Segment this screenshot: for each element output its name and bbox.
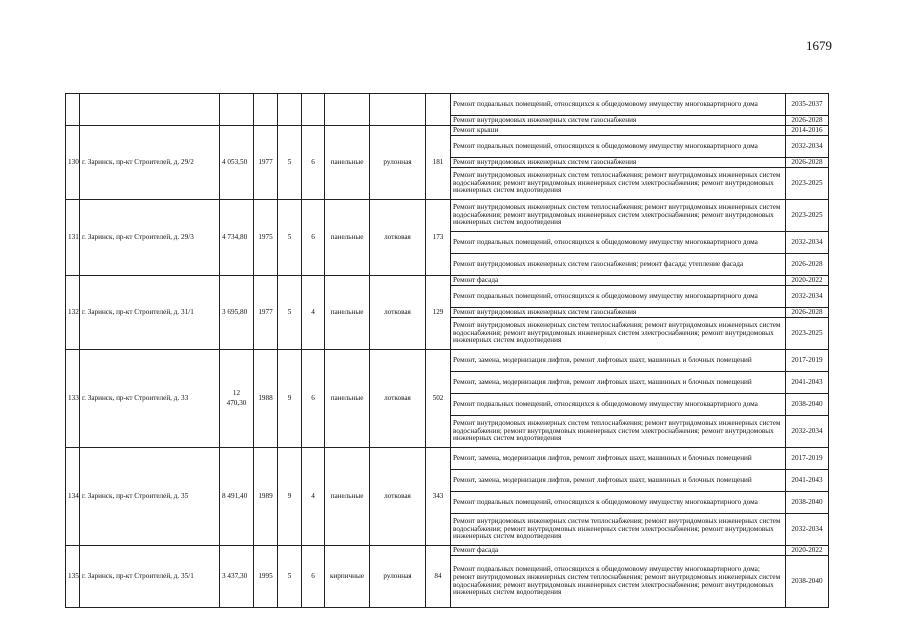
work-period: 2032-2034 <box>786 232 829 254</box>
building-wall-material: панельные <box>325 350 370 448</box>
work-description: Ремонт фасада <box>451 546 786 556</box>
building-number: 133 <box>66 350 80 448</box>
building-roof-type: лотковая <box>370 200 426 276</box>
building-area-line: 12 <box>232 389 241 398</box>
building-year: 1977 <box>254 126 278 200</box>
work-period: 2017-2019 <box>786 350 829 372</box>
building-number: 131 <box>66 200 80 276</box>
work-description: Ремонт внутридомовых инженерных систем газоснабжения <box>451 158 786 168</box>
building-wall-material: кирпичные <box>325 546 370 608</box>
work-description: Ремонт, замена, модернизация лифтов, ремонт лифтовых шахт, машинных и блочных помещений <box>451 448 786 470</box>
work-period: 2017-2019 <box>786 448 829 470</box>
building-entrances: 4 <box>302 276 325 350</box>
table-row <box>66 546 829 556</box>
work-description: Ремонт внутридомовых инженерных систем газоснабжения; ремонт фасада; утепление фасада <box>451 254 786 276</box>
building-floors: 5 <box>278 200 302 276</box>
building-residents: 84 <box>426 546 451 608</box>
work-period: 2014-2016 <box>786 126 829 136</box>
building-roof-type: лотковая <box>370 350 426 448</box>
cell-empty <box>426 94 451 126</box>
work-description: Ремонт подвальных помещений, относящихся к общедомовому имуществу многоквартирного дома <box>451 492 786 514</box>
building-entrances: 6 <box>302 200 325 276</box>
building-floors: 5 <box>278 546 302 608</box>
building-number: 135 <box>66 546 80 608</box>
building-address: г. Заринск, пр-кт Строителей, д. 35/1 <box>80 546 220 608</box>
work-description: Ремонт внутридомовых инженерных систем теплоснабжения; ремонт внутридомовых инженерных систем водоснабжения; ремонт внутридомовых инженерных систем электроснабжения; ремонт внутридомовых инженерных систем водоотведения <box>451 514 786 546</box>
work-period: 2032-2034 <box>786 514 829 546</box>
work-description: Ремонт подвальных помещений, относящихся к общедомовому имуществу многоквартирного дома; ремонт внутридомовых инженерных систем теплоснабжения; ремонт внутридомовых инженерных систем водоснабжения; ремонт внутридомовых инженерных систем электроснабжения; ремонт внутридомовых инженерных систем водоотведения <box>451 556 786 608</box>
work-period: 2041-2043 <box>786 470 829 492</box>
work-period: 2038-2040 <box>786 556 829 608</box>
building-roof-type: рулонная <box>370 546 426 608</box>
table-row <box>66 448 829 470</box>
building-area: 3 695,80 <box>220 276 254 350</box>
table-row <box>66 200 829 232</box>
building-address: г. Заринск, пр-кт Строителей, д. 29/3 <box>80 200 220 276</box>
work-period: 2026-2028 <box>786 254 829 276</box>
work-description: Ремонт, замена, модернизация лифтов, ремонт лифтовых шахт, машинных и блочных помещений <box>451 470 786 492</box>
cell-empty <box>66 94 80 126</box>
work-description: Ремонт внутридомовых инженерных систем теплоснабжения; ремонт внутридомовых инженерных систем водоснабжения; ремонт внутридомовых инженерных систем электроснабжения; ремонт внутридомовых инженерных систем водоотведения <box>451 318 786 350</box>
work-period: 2026-2028 <box>786 308 829 318</box>
building-residents: 173 <box>426 200 451 276</box>
cell-empty <box>302 94 325 126</box>
building-address: г. Заринск, пр-кт Строителей, д. 33 <box>80 350 220 448</box>
table-row <box>66 350 829 372</box>
building-area <box>220 350 254 448</box>
table-row <box>66 126 829 136</box>
building-floors: 9 <box>278 448 302 546</box>
building-floors: 5 <box>278 126 302 200</box>
building-area: 4 053,50 <box>220 126 254 200</box>
work-description: Ремонт фасада <box>451 276 786 286</box>
work-description: Ремонт внутридомовых инженерных систем газоснабжения <box>451 116 786 126</box>
building-number: 132 <box>66 276 80 350</box>
work-description: Ремонт внутридомовых инженерных систем теплоснабжения; ремонт внутридомовых инженерных систем водоснабжения; ремонт внутридомовых инженерных систем электроснабжения; ремонт внутридомовых инженерных систем водоотведения <box>451 416 786 448</box>
work-description: Ремонт подвальных помещений, относящихся к общедомовому имуществу многоквартирного дома <box>451 286 786 308</box>
work-description: Ремонт крыши <box>451 126 786 136</box>
cell-empty <box>80 94 220 126</box>
table-body <box>66 94 829 608</box>
building-roof-type: лотковая <box>370 276 426 350</box>
building-year: 1989 <box>254 448 278 546</box>
building-residents: 129 <box>426 276 451 350</box>
building-floors: 9 <box>278 350 302 448</box>
work-period: 2032-2034 <box>786 286 829 308</box>
work-period: 2023-2025 <box>786 200 829 232</box>
building-wall-material: панельные <box>325 126 370 200</box>
work-period: 2020-2022 <box>786 276 829 286</box>
work-description: Ремонт внутридомовых инженерных систем газоснабжения <box>451 308 786 318</box>
page-number: 1679 <box>806 38 832 53</box>
building-area: 8 491,40 <box>220 448 254 546</box>
building-floors: 5 <box>278 276 302 350</box>
table-row <box>66 276 829 286</box>
building-area: 3 437,30 <box>220 546 254 608</box>
building-year: 1988 <box>254 350 278 448</box>
table-row <box>66 94 829 116</box>
work-description: Ремонт, замена, модернизация лифтов, ремонт лифтовых шахт, машинных и блочных помещений <box>451 350 786 372</box>
work-period: 2038-2040 <box>786 492 829 514</box>
cell-empty <box>278 94 302 126</box>
building-roof-type: рулонная <box>370 126 426 200</box>
building-area-line: 470,30 <box>226 398 247 407</box>
building-year: 1977 <box>254 276 278 350</box>
work-period: 2032-2034 <box>786 416 829 448</box>
work-period: 2023-2025 <box>786 168 829 200</box>
work-period: 2026-2028 <box>786 158 829 168</box>
building-wall-material: панельные <box>325 448 370 546</box>
building-residents: 181 <box>426 126 451 200</box>
building-wall-material: панельные <box>325 276 370 350</box>
work-period: 2038-2040 <box>786 394 829 416</box>
building-number: 134 <box>66 448 80 546</box>
work-period: 2032-2034 <box>786 136 829 158</box>
work-description: Ремонт внутридомовых инженерных систем теплоснабжения; ремонт внутридомовых инженерных систем водоснабжения; ремонт внутридомовых инженерных систем электроснабжения; ремонт внутридомовых инженерных систем водоотведения <box>451 200 786 232</box>
work-period: 2035-2037 <box>786 94 829 116</box>
work-period: 2023-2025 <box>786 318 829 350</box>
building-entrances: 6 <box>302 350 325 448</box>
building-year: 1995 <box>254 546 278 608</box>
building-entrances: 6 <box>302 546 325 608</box>
building-area: 4 734,80 <box>220 200 254 276</box>
building-address: г. Заринск, пр-кт Строителей, д. 29/2 <box>80 126 220 200</box>
building-address: г. Заринск, пр-кт Строителей, д. 35 <box>80 448 220 546</box>
building-entrances: 4 <box>302 448 325 546</box>
cell-empty <box>220 94 254 126</box>
building-number: 130 <box>66 126 80 200</box>
building-entrances: 6 <box>302 126 325 200</box>
building-address: г. Заринск, пр-кт Строителей, д. 31/1 <box>80 276 220 350</box>
work-description: Ремонт внутридомовых инженерных систем теплоснабжения; ремонт внутридомовых инженерных систем водоснабжения; ремонт внутридомовых инженерных систем электроснабжения; ремонт внутридомовых инженерных систем водоотведения <box>451 168 786 200</box>
work-description: Ремонт подвальных помещений, относящихся к общедомовому имуществу многоквартирного дома <box>451 136 786 158</box>
building-residents: 502 <box>426 350 451 448</box>
building-wall-material: панельные <box>325 200 370 276</box>
work-period: 2026-2028 <box>786 116 829 126</box>
capital-repair-table <box>65 93 829 608</box>
cell-empty <box>370 94 426 126</box>
building-roof-type: лотковая <box>370 448 426 546</box>
work-description: Ремонт, замена, модернизация лифтов, ремонт лифтовых шахт, машинных и блочных помещений <box>451 372 786 394</box>
work-description: Ремонт подвальных помещений, относящихся к общедомовому имуществу многоквартирного дома <box>451 394 786 416</box>
cell-empty <box>254 94 278 126</box>
building-year: 1975 <box>254 200 278 276</box>
work-description: Ремонт подвальных помещений, относящихся к общедомовому имуществу многоквартирного дома <box>451 232 786 254</box>
building-residents: 343 <box>426 448 451 546</box>
work-period: 2020-2022 <box>786 546 829 556</box>
work-description: Ремонт подвальных помещений, относящихся к общедомовому имуществу многоквартирного дома <box>451 94 786 116</box>
work-period: 2041-2043 <box>786 372 829 394</box>
cell-empty <box>325 94 370 126</box>
